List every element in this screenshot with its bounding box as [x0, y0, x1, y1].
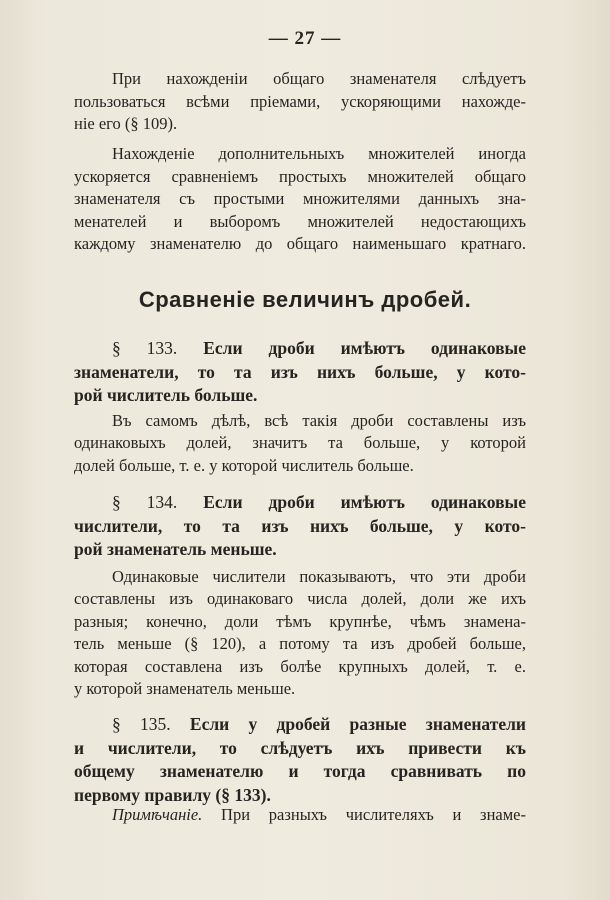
- text-line: разныя; конечно, доли тѣмъ крупнѣе, чѣмъ знамена-: [74, 611, 526, 631]
- section-number: § 133.: [112, 338, 178, 358]
- text-line: Въ самомъ дѣлѣ, всѣ такія дроби составлены изъ: [112, 410, 526, 430]
- rule-line: числители, то та изъ нихъ больше, у кото-: [74, 515, 526, 536]
- text-line: ускоряется сравненіемъ простыхъ множителей общаго: [74, 166, 526, 186]
- text-line: Нахожденіе дополнительныхъ множителей иногда: [112, 144, 526, 163]
- text-line: При нахожденіи общаго знаменателя слѣдуетъ: [112, 69, 526, 88]
- text-line: тель меньше (§ 120), а потому та изъ дробей больше,: [74, 634, 526, 653]
- text-line: каждому знаменателю до общаго наименьшаго кратнаго.: [74, 234, 526, 253]
- rule-line: и числители, то слѣдуетъ ихъ привести къ: [74, 737, 526, 758]
- rule-line: первому правилу (§ 133).: [74, 784, 271, 805]
- text-line: долей больше, т. е. у которой числитель больше.: [74, 455, 414, 475]
- paragraph-common-denominator: [74, 68, 526, 136]
- section-heading: Сравненіе величинъ дробей.: [138, 287, 472, 312]
- paragraph-additional-multipliers: [74, 143, 526, 256]
- rule-line: § 134. Если дроби имѣютъ одинаковые: [112, 492, 526, 512]
- text-line: у которой знаменатель меньше.: [74, 679, 296, 698]
- section-number: § 135.: [112, 714, 171, 734]
- text-line: одинаковыхъ долей, значитъ та больше, у которой: [74, 433, 526, 452]
- text-line: Одинаковые числители показываютъ, что эти дроби: [112, 566, 526, 586]
- rule-line: рой знаменатель меньше.: [74, 539, 277, 559]
- note-line: Примѣчаніе. При разныхъ числителяхъ и знаме-: [112, 805, 526, 824]
- rule-line: § 133. Если дроби имѣютъ одинаковые: [112, 338, 526, 358]
- text-line: составлены изъ одинаковаго числа долей, доли же ихъ: [74, 589, 526, 608]
- section-134: [74, 491, 526, 701]
- section-number: § 134.: [112, 492, 178, 512]
- text-line: ніе его (§ 109).: [74, 114, 178, 133]
- page-number: — 27 —: [268, 28, 342, 49]
- text-line: которая составлена изъ болѣе крупныхъ долей, т. е.: [74, 656, 526, 676]
- rule-line: рой числитель больше.: [74, 385, 258, 405]
- rule-line: § 135. Если у дробей разные знаменатели: [112, 714, 526, 734]
- note-label: Примѣчаніе.: [112, 805, 203, 824]
- text-line: менателей и выборомъ множителей недостающихъ: [74, 211, 526, 231]
- text-line: знаменателя съ простыми множителями данныхъ зна-: [74, 189, 526, 208]
- text-line: пользоваться всѣми пріемами, ускоряющими нахожде-: [74, 91, 526, 111]
- rule-line: общему знаменателю и тогда сравнивать по: [74, 761, 526, 781]
- section-133: [74, 337, 526, 477]
- rule-line: знаменатели, то та изъ нихъ больше, у кото-: [74, 361, 526, 382]
- section-135: [74, 713, 526, 807]
- note: [74, 804, 526, 827]
